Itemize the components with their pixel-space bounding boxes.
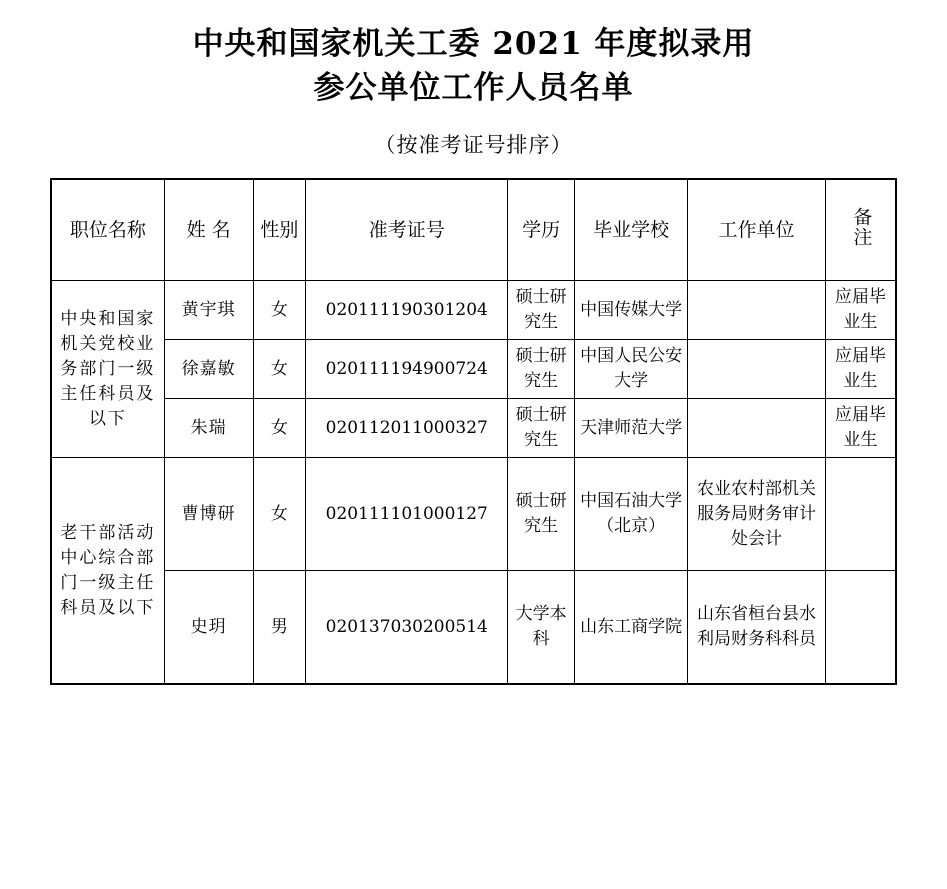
ticket-cell: 020137030200514 [306, 571, 508, 685]
work-unit-cell [688, 399, 825, 458]
ticket-cell: 020111101000127 [306, 458, 508, 571]
school-cell: 天津师范大学 [575, 399, 688, 458]
page-subtitle: （按准考证号排序） [374, 133, 573, 157]
ticket-cell: 020111190301204 [306, 281, 508, 340]
name-cell: 朱瑞 [164, 399, 253, 458]
column-header-education: 学历 [508, 179, 575, 281]
work-unit-cell [688, 340, 825, 399]
education-cell: 硕士研究生 [508, 399, 575, 458]
column-header-note-text: 备注 [850, 206, 873, 247]
table-row [51, 571, 896, 685]
table-header-row [51, 179, 896, 281]
note-cell: 应届毕业生 [825, 399, 896, 458]
table-row [51, 281, 896, 340]
work-unit-cell [688, 281, 825, 340]
education-cell: 硕士研究生 [508, 458, 575, 571]
page-title-line-1: 中央和国家机关工委 2021 年度拟录用 [192, 26, 755, 62]
column-header-school: 毕业学校 [575, 179, 688, 281]
work-unit-cell: 农业农村部机关服务局财务审计处会计 [688, 458, 825, 571]
column-header-work-unit: 工作单位 [688, 179, 825, 281]
education-cell: 硕士研究生 [508, 340, 575, 399]
name-cell: 徐嘉敏 [164, 340, 253, 399]
table-row [51, 458, 896, 571]
column-header-name: 姓 名 [164, 179, 253, 281]
name-cell: 史玥 [164, 571, 253, 685]
column-header-sex [253, 179, 306, 281]
school-cell: 中国人民公安大学 [575, 340, 688, 399]
education-cell: 大学本科 [508, 571, 575, 685]
sex-cell: 女 [253, 340, 306, 399]
column-header-note [825, 179, 896, 281]
school-cell: 中国石油大学（北京） [575, 458, 688, 571]
school-cell: 山东工商学院 [575, 571, 688, 685]
table-row [51, 399, 896, 458]
sex-cell: 女 [253, 458, 306, 571]
table-body [51, 281, 896, 685]
table-row [51, 340, 896, 399]
name-cell: 黄宇琪 [164, 281, 253, 340]
page-title-line-2: 参公单位工作人员名单 [313, 70, 634, 106]
roster-table-wrapper [0, 178, 947, 685]
position-cell: 老干部活动中心综合部门一级主任科员及以下 [51, 458, 164, 685]
position-cell: 中央和国家机关党校业务部门一级主任科员及以下 [51, 281, 164, 458]
sex-cell: 男 [253, 571, 306, 685]
roster-table [50, 178, 897, 685]
work-unit-cell: 山东省桓台县水利局财务科科员 [688, 571, 825, 685]
ticket-cell: 020112011000327 [306, 399, 508, 458]
note-cell [825, 458, 896, 571]
education-cell: 硕士研究生 [508, 281, 575, 340]
sex-cell: 女 [253, 399, 306, 458]
school-cell: 中国传媒大学 [575, 281, 688, 340]
note-cell [825, 571, 896, 685]
column-header-position: 职位名称 [51, 179, 164, 281]
table-header [51, 179, 896, 281]
column-header-sex-text: 性别 [260, 218, 299, 241]
sex-cell: 女 [253, 281, 306, 340]
column-header-ticket: 准考证号 [306, 179, 508, 281]
name-cell: 曹博研 [164, 458, 253, 571]
page-title [0, 0, 947, 110]
ticket-cell: 020111194900724 [306, 340, 508, 399]
note-cell: 应届毕业生 [825, 340, 896, 399]
note-cell: 应届毕业生 [825, 281, 896, 340]
